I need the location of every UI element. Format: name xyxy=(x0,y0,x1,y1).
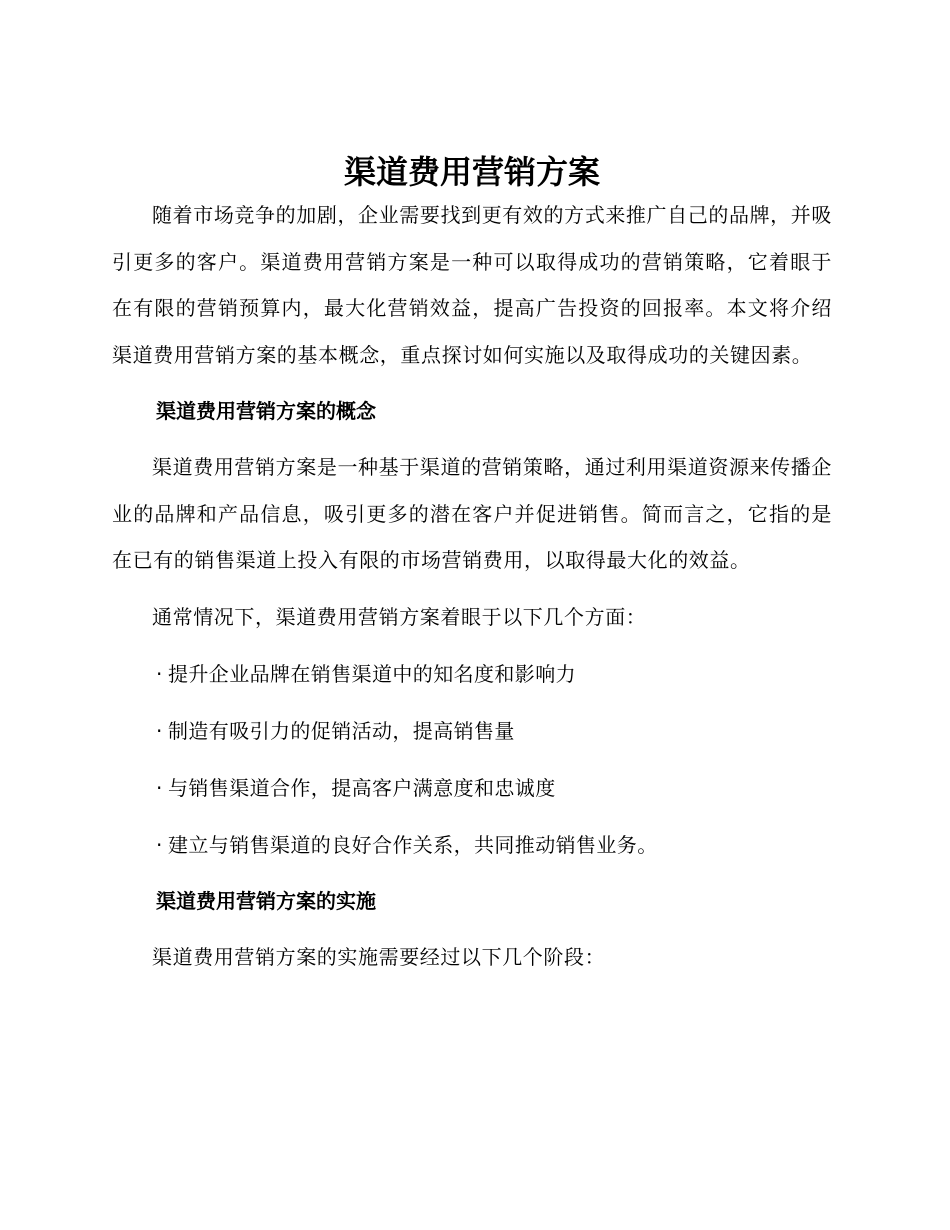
document-page xyxy=(112,148,832,981)
bullet-item xyxy=(112,708,832,754)
bullet-marker: · xyxy=(156,719,163,743)
focus-intro-paragraph: 通常情况下，渠道费用营销方案着眼于以下几个方面： xyxy=(152,604,647,629)
document-title: 渠道费用营销方案 xyxy=(343,153,600,191)
bullet-marker: · xyxy=(156,833,163,857)
bullet-item xyxy=(112,765,832,811)
concept-paragraph: 渠道费用营销方案是一种基于渠道的营销策略，通过利用渠道资源来传播企业的品牌和产品信息，吸引更多的潜在客户并促进销售。简而言之，它指的是在已有的销售渠道上投入有限的市场营销费用，以取得最大化的效益。 xyxy=(112,455,832,572)
section-heading-concept: 渠道费用营销方案的概念 xyxy=(156,399,376,423)
bullet-text: 与销售渠道合作，提高客户满意度和忠诚度 xyxy=(168,776,556,800)
section-heading-implementation: 渠道费用营销方案的实施 xyxy=(156,889,376,913)
bullet-item xyxy=(112,822,832,868)
bullet-marker: · xyxy=(156,776,163,800)
bullet-marker: · xyxy=(156,662,163,686)
bullet-item xyxy=(112,651,832,697)
bullet-text: 制造有吸引力的促销活动，提高销售量 xyxy=(168,719,515,743)
implementation-paragraph: 渠道费用营销方案的实施需要经过以下几个阶段： xyxy=(152,945,606,969)
bullet-text: 建立与销售渠道的良好合作关系，共同推动销售业务。 xyxy=(168,833,658,857)
bullet-text: 提升企业品牌在销售渠道中的知名度和影响力 xyxy=(168,662,576,686)
intro-paragraph: 随着市场竞争的加剧，企业需要找到更有效的方式来推广自己的品牌，并吸引更多的客户。渠道费用营销方案是一种可以取得成功的营销策略，它着眼于在有限的营销预算内，最大化营销效益，提高广告投资的回报率。本文将介绍渠道费用营销方案的基本概念，重点探讨如何实施以及取得成功的关键因素。 xyxy=(112,203,832,367)
